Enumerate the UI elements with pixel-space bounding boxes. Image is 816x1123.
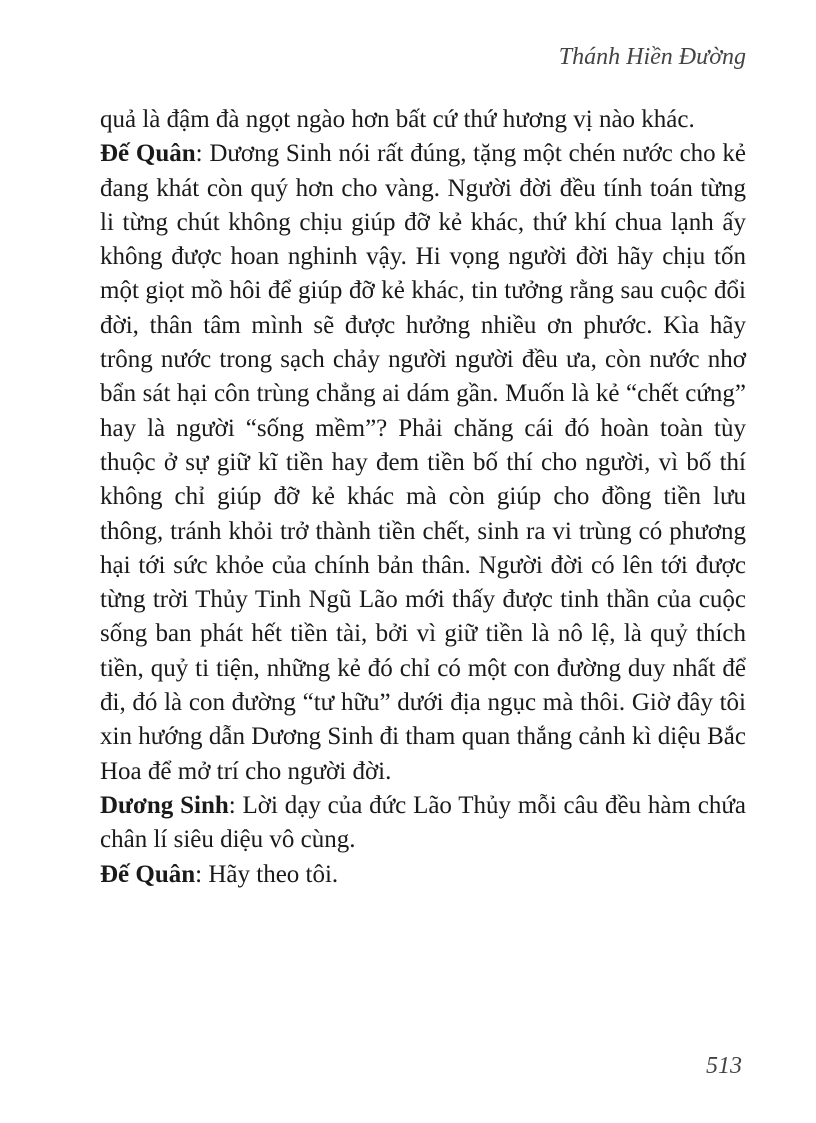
speaker-name: Đế Quân bbox=[100, 140, 196, 168]
dialogue-paragraph bbox=[100, 789, 746, 858]
speaker-name: Đế Quân bbox=[100, 860, 196, 888]
dialogue-paragraph bbox=[100, 858, 746, 892]
running-header: Thánh Hiền Đường bbox=[558, 44, 746, 70]
dialogue-text: : Dương Sinh nói rất đúng, tặng một chén nước cho kẻ đang khát còn quý hơn cho vàng. Người đời đều tính toán từng li từng chút không chịu giúp đỡ kẻ khác, thứ khí chua lạnh ấy không được hoan nghinh vậy. Hi vọng người đời hãy chịu tốn một giọt mồ hôi để giúp đỡ kẻ khác, tin tưởng rằng sau cuộc đổi đời, thân tâm mình sẽ được hưởng nhiều ơn phước. Kìa hãy trông nước trong sạch chảy người người đều ưa, còn nước nhơ bẩn sát hại côn trùng chẳng ai dám gần. Muốn là kẻ “chết cứng” hay là người “sống mềm”? Phải chăng cái đó hoàn toàn tùy thuộc ở sự giữ kĩ tiền hay đem tiền bố thí cho người, vì bố thí không chỉ giúp đỡ kẻ khác mà còn giúp cho đồng tiền lưu thông, tránh khỏi trở thành tiền chết, sinh ra vi trùng có phương hại tới sức khỏe của chính bản thân. Người đời có lên tới được từng trời Thủy Tinh Ngũ Lão mới thấy được tinh thần của cuộc sống ban phát hết tiền tài, bởi vì giữ tiền là nô lệ, là quỷ thích tiền, quỷ ti tiện, những kẻ đó chỉ có một con đường duy nhất để đi, đó là con đường “tư hữu” dưới địa ngục mà thôi. Giờ đây tôi xin hướng dẫn Dương Sinh đi tham quan thắng cảnh kì diệu Bắc Hoa để mở trí cho người đời. bbox=[100, 140, 746, 785]
paragraph-text: quả là đậm đà ngọt ngào hơn bất cứ thứ hương vị nào khác. bbox=[100, 106, 695, 133]
speaker-name: Dương Sinh bbox=[100, 791, 229, 819]
dialogue-text: : Hãy theo tôi. bbox=[195, 860, 339, 888]
page-number: 513 bbox=[706, 1053, 742, 1079]
page-body bbox=[100, 103, 746, 892]
dialogue-paragraph bbox=[100, 137, 746, 789]
paragraph-continuation bbox=[100, 103, 746, 137]
dialogue-text: : Lời dạy của đức Lão Thủy mỗi câu đều hàm chứa chân lí siêu diệu vô cùng. bbox=[100, 791, 746, 854]
